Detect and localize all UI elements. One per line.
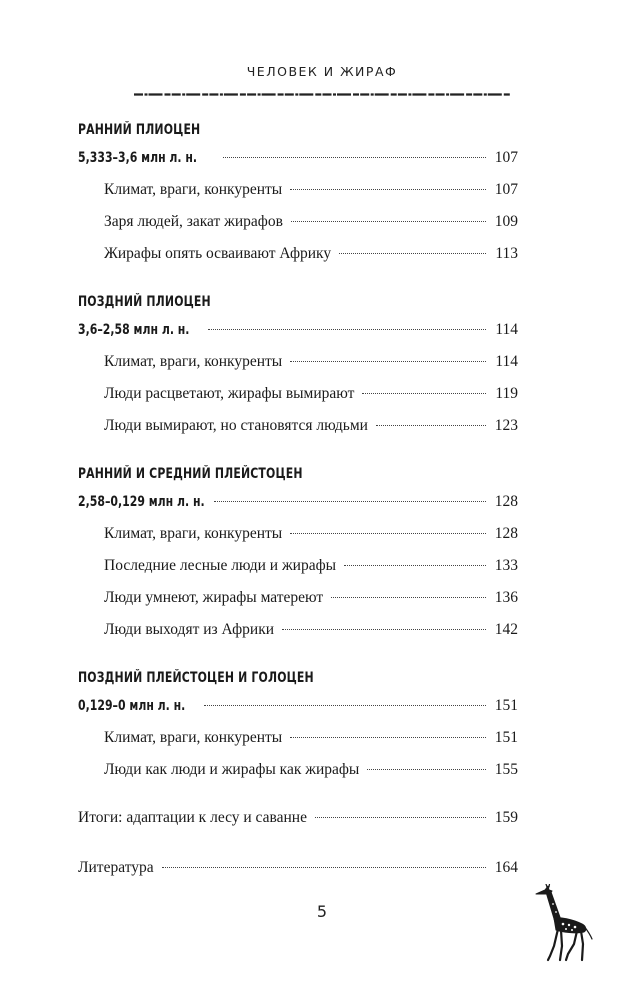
page-number: 142 (494, 621, 518, 638)
toc-entry[interactable] (78, 378, 518, 410)
entry-title: Последние лесные люди и жирафы (104, 557, 337, 574)
entry-title: Климат, враги, конкуренты (104, 353, 283, 370)
section-title: РАННИЙ И СРЕДНИЙ ПЛЕЙСТОЦЕН (78, 466, 303, 482)
entry-title: Климат, враги, конкуренты (104, 729, 283, 746)
entry-title: Жирафы опять осваивают Африку (104, 245, 332, 262)
toc-period-entry[interactable]: 0,129–0 млн л. н. 151 (78, 690, 518, 722)
toc-entry-summary[interactable] (78, 802, 518, 834)
toc-entry[interactable] (78, 722, 518, 754)
page-number: 114 (495, 321, 518, 338)
entry-title: Климат, враги, конкуренты (104, 181, 283, 198)
page-number: 113 (495, 245, 518, 262)
page-number: 159 (494, 809, 518, 826)
toc-entry[interactable] (78, 238, 518, 270)
toc-entry-literature[interactable] (78, 852, 518, 884)
page-number: 107 (494, 181, 518, 198)
entry-title: Люди умнеют, жирафы матереют (104, 589, 324, 606)
dot-leader (204, 705, 486, 706)
page-number: 114 (495, 353, 518, 370)
header-rule (134, 93, 510, 96)
toc-entry[interactable] (78, 614, 518, 646)
toc-entry[interactable] (78, 754, 518, 786)
entry-title: Климат, враги, конкуренты (104, 525, 283, 542)
giraffe-icon (530, 884, 594, 962)
toc-entry[interactable] (78, 518, 518, 550)
section-title: ПОЗДНИЙ ПЛИОЦЕН (78, 294, 211, 310)
dot-leader (362, 393, 486, 394)
entry-title: Люди как люди и жирафы как жирафы (104, 761, 360, 778)
dot-leader (214, 501, 486, 502)
toc-entry[interactable] (78, 410, 518, 442)
page-number: 155 (494, 761, 518, 778)
entry-title: Литература (78, 859, 154, 876)
dot-leader (290, 361, 486, 362)
dot-leader (291, 221, 486, 222)
dot-leader (331, 597, 486, 598)
entry-title: Люди расцветают, жирафы вымирают (104, 385, 355, 402)
page-folio: 5 (316, 902, 328, 921)
dot-leader (223, 157, 486, 158)
running-head: ЧЕЛОВЕК И ЖИРАФ (246, 64, 398, 79)
page-number: 133 (494, 557, 518, 574)
page-number: 128 (494, 493, 518, 510)
dot-leader (290, 189, 486, 190)
page-number: 164 (494, 859, 518, 876)
dot-leader (290, 533, 486, 534)
page-number: 107 (494, 149, 518, 166)
toc-entry[interactable] (78, 346, 518, 378)
page-number: 123 (494, 417, 518, 434)
page-number: 109 (494, 213, 518, 230)
dot-leader (376, 425, 486, 426)
toc-entry[interactable] (78, 582, 518, 614)
page-number: 128 (494, 525, 518, 542)
dot-leader (344, 565, 486, 566)
dot-leader (208, 329, 486, 330)
dot-leader (367, 769, 486, 770)
dot-leader (282, 629, 486, 630)
dot-leader (315, 817, 486, 818)
entry-title: Итоги: адаптации к лесу и саванне (78, 809, 307, 826)
page-number: 151 (494, 729, 518, 746)
toc-entry[interactable] (78, 550, 518, 582)
page-number: 151 (494, 697, 518, 714)
toc-period-entry[interactable]: 2,58–0,129 млн л. н. 128 (78, 486, 518, 518)
entry-title: Люди вымирают, но становятся людьми (104, 417, 368, 434)
entry-title: Люди выходят из Африки (104, 621, 275, 638)
dot-leader (290, 737, 486, 738)
page-number: 119 (495, 385, 518, 402)
page-number: 136 (494, 589, 518, 606)
toc-entry[interactable] (78, 174, 518, 206)
dot-leader (339, 253, 486, 254)
toc-entry[interactable] (78, 206, 518, 238)
dot-leader (162, 867, 486, 868)
table-of-contents (78, 118, 518, 884)
toc-period-entry[interactable]: 3,6–2,58 млн л. н. 114 (78, 314, 518, 346)
section-title: ПОЗДНИЙ ПЛЕЙСТОЦЕН И ГОЛОЦЕН (78, 670, 314, 686)
entry-title: Заря людей, закат жирафов (104, 213, 283, 230)
section-title: РАННИЙ ПЛИОЦЕН (78, 122, 201, 138)
toc-period-entry[interactable]: 5,333–3,6 млн л. н. 107 (78, 142, 518, 174)
